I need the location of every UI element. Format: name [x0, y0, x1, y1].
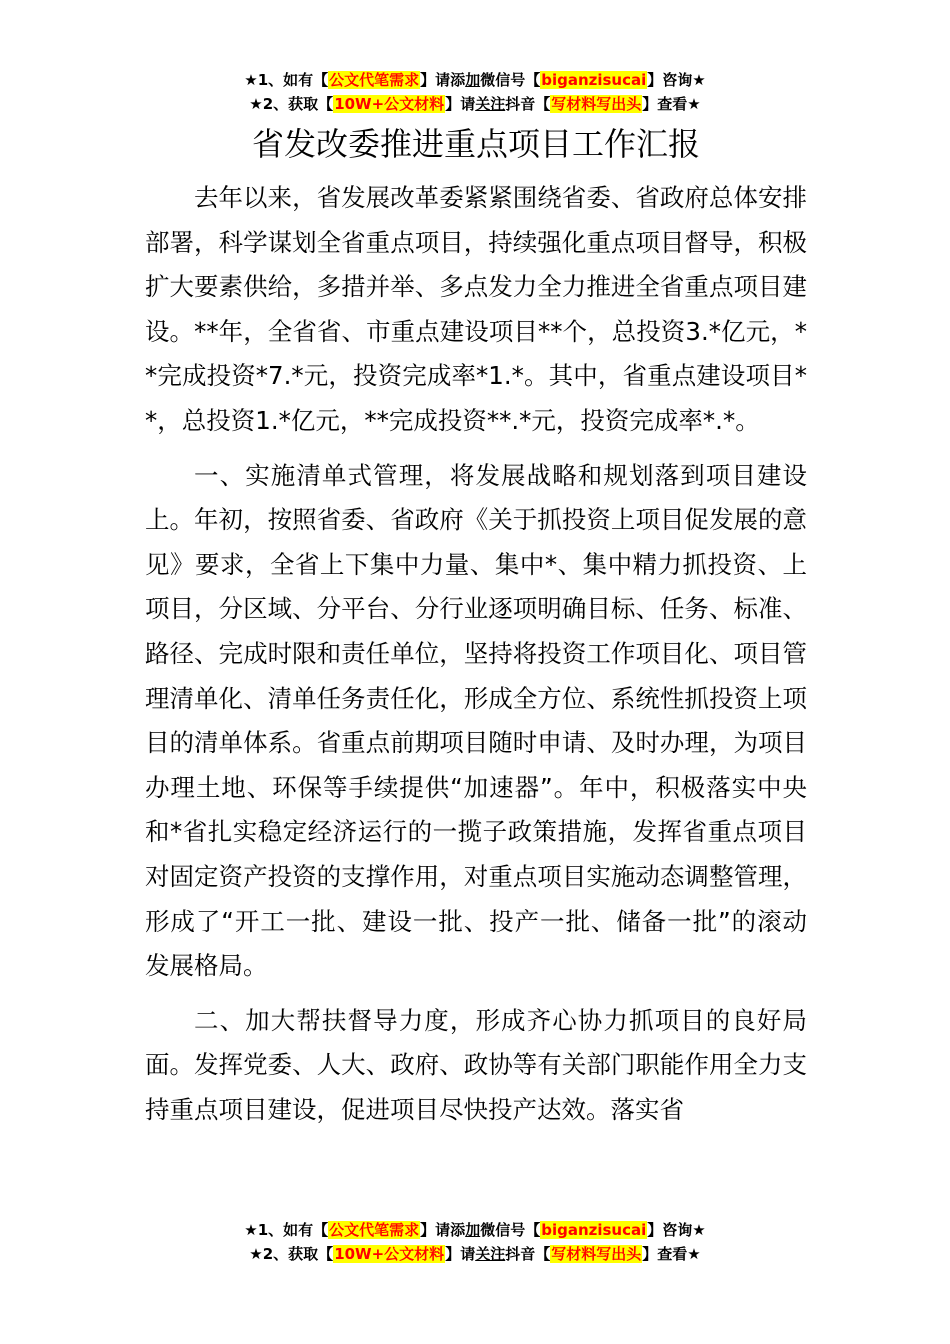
promo-text: 】请 — [445, 95, 476, 113]
document-body — [145, 118, 807, 1142]
promo-line-1 — [0, 68, 950, 92]
promo-text: 】查看★ — [642, 1245, 701, 1263]
promo-text: 】咨询★ — [647, 71, 706, 89]
promo-text: 】请 — [445, 1245, 476, 1263]
paragraph-intro: 去年以来，省发展改革委紧紧围绕省委、省政府总体安排部署，科学谋划全省重点项目，持续强化重点项目督导，积极扩大要素供给，多措并举、多点发力全力推进全省重点项目建设。**年，全省省、市重点建设项目**个，总投资3.*亿元，**完成投资*7.*元，投资完成率*1.*。其中，省重点建设项目**，总投资1.*亿元，**完成投资**.*元，投资完成率*.*。 — [145, 183, 807, 435]
promo-text: ★1、如有【 — [244, 1221, 329, 1239]
promo-text: ★2、获取【 — [249, 95, 334, 113]
promo-highlight: 写材料写出头 — [551, 95, 642, 113]
promo-underlined-text: 关注 — [475, 95, 506, 113]
promo-text: 抖音【 — [505, 95, 551, 113]
promo-underlined-text: 关注 — [475, 1245, 506, 1263]
promo-text: 】请添 — [420, 1221, 466, 1239]
promo-text: 】咨询★ — [647, 1221, 706, 1239]
promo-underlined-text: 加 — [465, 71, 481, 89]
promo-highlight: 公文代笔需求 — [329, 1221, 420, 1239]
promo-text: 微信号【 — [480, 71, 541, 89]
promo-text: ★2、获取【 — [249, 1245, 334, 1263]
promo-highlight: biganzisucai — [541, 1221, 647, 1239]
promo-line-2 — [0, 1242, 950, 1266]
promo-banner-bottom — [0, 1218, 950, 1266]
promo-line-1 — [0, 1218, 950, 1242]
paragraph-section-2: 二、加大帮扶督导力度，形成齐心协力抓项目的良好局面。发挥党委、人大、政府、政协等有关部门职能作用全力支持重点项目建设，促进项目尽快投产达效。落实省 — [145, 1005, 807, 1124]
promo-highlight: 10W+公文材料 — [334, 95, 445, 113]
promo-highlight: 写材料写出头 — [551, 1245, 642, 1263]
promo-line-2 — [0, 92, 950, 116]
promo-text: 抖音【 — [505, 1245, 551, 1263]
promo-text: 】请添 — [420, 71, 466, 89]
promo-highlight: 公文代笔需求 — [329, 71, 420, 89]
promo-highlight: biganzisucai — [541, 71, 647, 89]
promo-underlined-text: 加 — [465, 1221, 481, 1239]
promo-text: ★1、如有【 — [244, 71, 329, 89]
document-title: 省发改委推进重点项目工作汇报 — [251, 125, 700, 163]
promo-text: 微信号【 — [480, 1221, 541, 1239]
paragraph-section-1: 一、实施清单式管理，将发展战略和规划落到项目建设上。年初，按照省委、省政府《关于抓投资上项目促发展的意见》要求，全省上下集中力量、集中*、集中精力抓投资、上项目，分区域、分平台、分行业逐项明确目标、任务、标准、路径、完成时限和责任单位，坚持将投资工作项目化、项目管理清单化、清单任务责任化，形成全方位、系统性抓投资上项目的清单体系。省重点前期项目随时申请、及时办理，为项目办理土地、环保等手续提供“加速器”。年中，积极落实中央和*省扎实稳定经济运行的一揽子政策措施，发挥省重点项目对固定资产投资的支撑作用，对重点项目实施动态调整管理，形成了“开工一批、建设一批、投产一批、储备一批”的滚动发展格局。 — [145, 460, 807, 981]
promo-highlight: 10W+公文材料 — [334, 1245, 445, 1263]
promo-banner-top — [0, 68, 950, 116]
promo-text: 】查看★ — [642, 95, 701, 113]
